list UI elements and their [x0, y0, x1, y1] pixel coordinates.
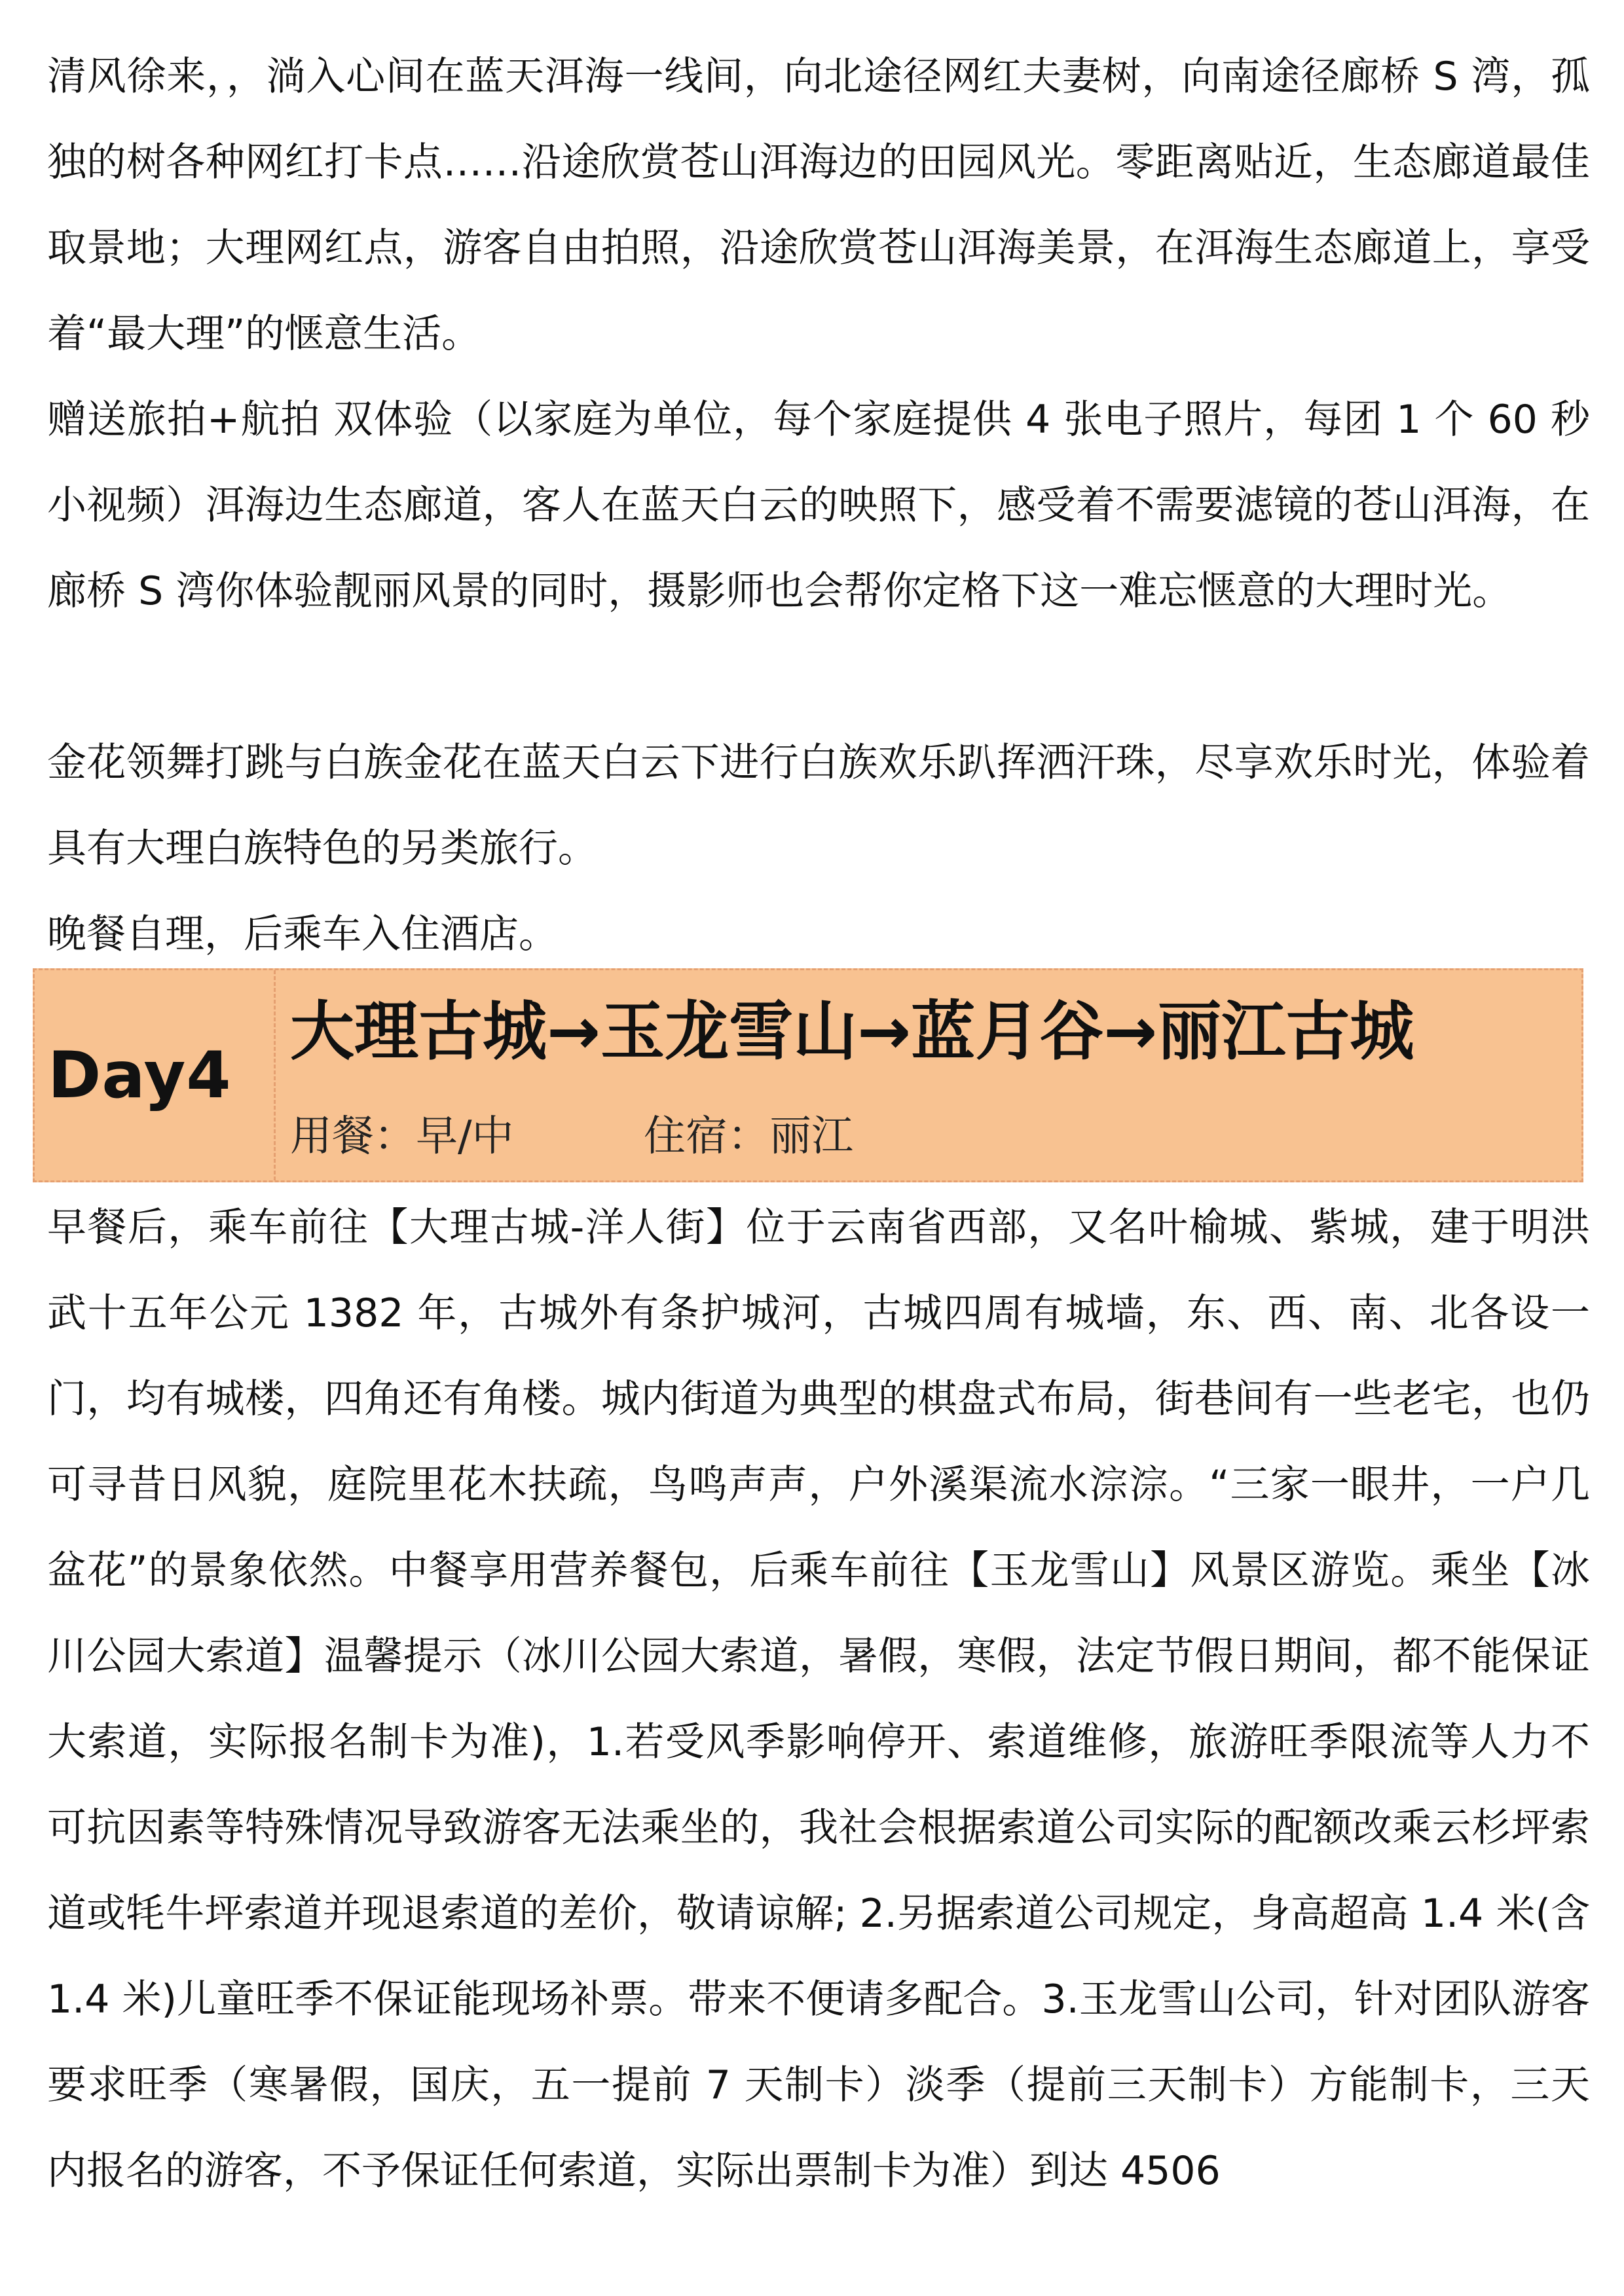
day-banner — [33, 968, 1583, 1182]
day-divider — [274, 970, 276, 1180]
paragraph-dinner: 晚餐自理，后乘车入住酒店。 — [47, 911, 558, 957]
day-lodging: 住宿：丽江 — [644, 1112, 853, 1161]
paragraph-photo-gift: 赠送旅拍+航拍 双体验（以家庭为单位，每个家庭提供 4 张电子照片，每团 1 个 60 秒小视频）洱海边生态廊道，客人在蓝天白云的映照下，感受着不需要滤镜的苍山洱海，在廊桥 S 湾你体验靓丽风景的同时，摄影师也会帮你定格下这一难忘惬意的大理时光。 — [47, 397, 1590, 614]
paragraph-erhai-corridor: 清风徐来，，淌入心间在蓝天洱海一线间，向北途径网红夫妻树，向南途径廊桥 S 湾，孤独的树各种网红打卡点……沿途欣赏苍山洱海边的田园风光。零距离贴近，生态廊道最佳取景地；大理网红点，游客自由拍照，沿途欣赏苍山洱海美景，在洱海生态廊道上，享受着“最大理”的惬意生活。 — [47, 54, 1590, 357]
paragraph-bai-dance: 金花领舞打跳与白族金花在蓝天白云下进行白族欢乐趴挥洒汗珠，尽享欢乐时光，体验着具有大理白族特色的另类旅行。 — [47, 740, 1590, 871]
day-route-title: 大理古城→玉龙雪山→蓝月谷→丽江古城 — [290, 994, 1414, 1069]
day-label: Day4 — [48, 1038, 232, 1113]
day-meta — [290, 1110, 853, 1163]
day-meals: 用餐：早/中 — [290, 1112, 514, 1161]
paragraph-day4-itinerary: 早餐后，乘车前往【大理古城-洋人街】位于云南省西部，又名叶榆城、紫城，建于明洪武十五年公元 1382 年，古城外有条护城河，古城四周有城墙，东、西、南、北各设一门，均有城楼，四角还有角楼。城内街道为典型的棋盘式布局，街巷间有一些老宅，也仍可寻昔日风貌，庭院里花木扶疏，鸟鸣声声，户外溪渠流水淙淙。“三家一眼井，一户几盆花”的景象依然。中餐享用营养餐包，后乘车前往【玉龙雪山】风景区游览。乘坐【冰川公园大索道】温馨提示（冰川公园大索道，暑假，寒假，法定节假日期间，都不能保证大索道，实际报名制卡为准)，1.若受风季影响停开、索道维修，旅游旺季限流等人力不可抗因素等特殊情况导致游客无法乘坐的，我社会根据索道公司实际的配额改乘云杉坪索道或牦牛坪索道并现退索道的差价，敬请谅解; 2.另据索道公司规定，身高超高 1.4 米(含 1.4 米)儿童旺季不保证能现场补票。带来不便请多配合。3.玉龙雪山公司，针对团队游客要求旺季（寒暑假，国庆，五一提前 7 天制卡）淡季（提前三天制卡）方能制卡，三天内报名的游客，不予保证任何索道，实际出票制卡为准）到达 4506 — [47, 1205, 1590, 2194]
